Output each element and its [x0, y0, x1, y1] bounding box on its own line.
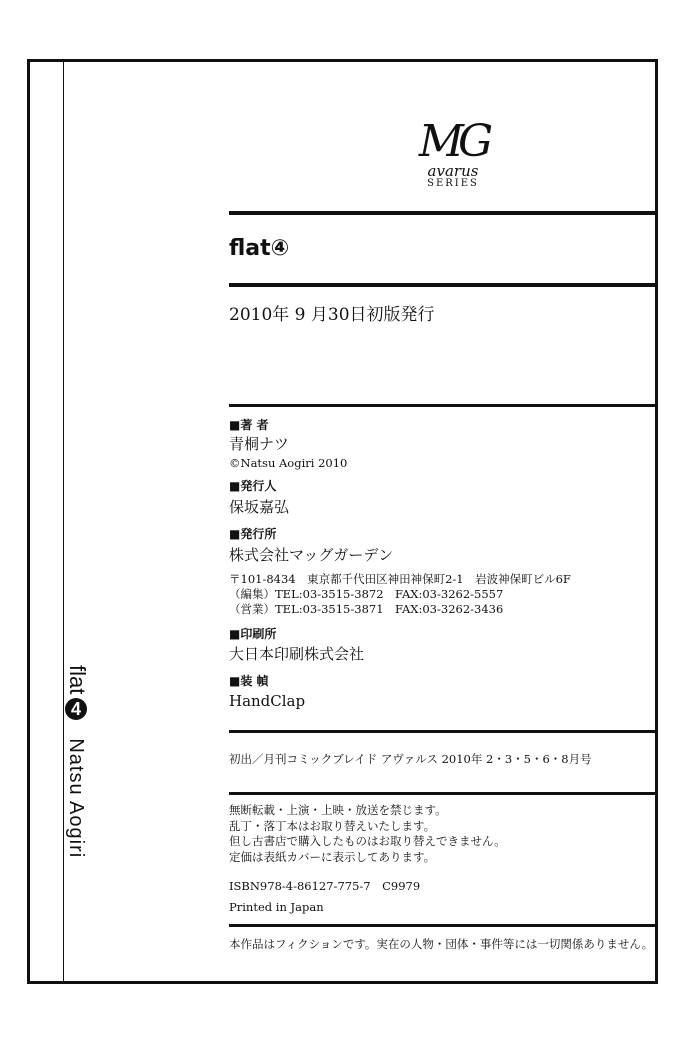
design-label: ■装 幀 — [229, 674, 269, 688]
copyright: ©Natsu Aogiri 2010 — [229, 456, 348, 470]
divider — [229, 283, 658, 287]
first-published: 初出／月刊コミックブレイド アヴァルス 2010年 2・3・5・6・8月号 — [229, 752, 592, 766]
designer-name: HandClap — [229, 692, 306, 710]
divider — [229, 792, 658, 795]
spine-volume-badge: 4 — [65, 698, 87, 720]
author-label: ■著 者 — [229, 418, 269, 432]
sales-contact: （営業）TEL:03-3515-3871 FAX:03-3262-3436 — [229, 602, 504, 616]
logo-mark: MG — [418, 116, 488, 167]
disclaimer: 本作品はフィクションです。実在の人物・団体・事件等には一切関係ありません。 — [229, 937, 654, 951]
publisher-label: ■発行所 — [229, 527, 277, 541]
spine-author: Natsu Aogiri — [65, 738, 87, 859]
author-name: 青桐ナツ — [229, 435, 289, 453]
notice-line: 定価は表紙カバーに表示してあります。 — [229, 849, 436, 864]
notice-line: 無断転載・上演・上映・放送を禁じます。 — [229, 803, 447, 817]
spine-text — [64, 665, 90, 858]
publisher-address: 〒101-8434 東京都千代田区神田神保町2-1 岩波神保町ビル6F — [229, 572, 571, 586]
printer-name: 大日本印刷株式会社 — [229, 645, 365, 663]
notice-line: 乱丁・落丁本はお取り替えいたします。 — [229, 818, 436, 833]
printed-in: Printed in Japan — [229, 900, 324, 914]
divider — [229, 211, 658, 215]
notices — [229, 803, 506, 865]
editorial-contact: （編集）TEL:03-3515-3872 FAX:03-3262-5557 — [229, 587, 504, 601]
isbn: ISBN978-4-86127-775-7 C9979 — [229, 879, 421, 893]
spine — [42, 665, 102, 905]
printer-label: ■印刷所 — [229, 627, 277, 641]
spine-title: flat — [65, 665, 90, 695]
publisher-person-label: ■発行人 — [229, 479, 277, 493]
publisher-person: 保坂嘉弘 — [229, 498, 290, 516]
publisher-logo — [398, 116, 508, 210]
book-title: flat④ — [229, 236, 290, 261]
publication-date: 2010年 9 月30日初版発行 — [229, 305, 435, 325]
logo-series: SERIES — [427, 178, 479, 189]
notice-line: 但し古書店で購入したものはお取り替えできません。 — [229, 834, 506, 848]
publisher-name: 株式会社マッグガーデン — [229, 546, 394, 564]
divider — [229, 924, 658, 927]
divider — [229, 404, 658, 407]
divider — [229, 730, 658, 733]
logo-avarus: avarus — [427, 162, 479, 180]
